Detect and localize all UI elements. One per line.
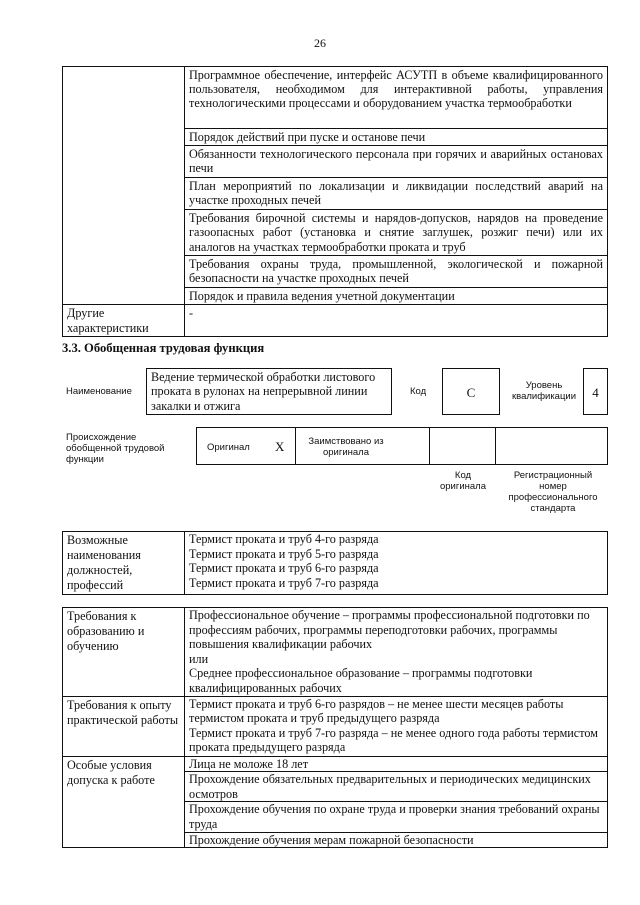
- table-label-cell: [63, 67, 185, 305]
- level-label: Уровень квалификации: [511, 380, 577, 402]
- function-name-value: Ведение термической обработки листового проката в рулонах на непрерывной линии закалки и отжига: [151, 370, 376, 413]
- code-box: [442, 368, 500, 415]
- code-label: Код: [410, 386, 427, 397]
- origin-reg-caption: Регистрационный номер профессионального стандарта: [508, 470, 598, 514]
- borrowed-label: Заимствовано из оригинала: [308, 436, 384, 458]
- list-item: Термист проката и труб 6-го разряда: [189, 561, 379, 576]
- table-cell: Требования охраны труда, промышленной, экологической и пожарной безопасности на участке проходных печей: [185, 256, 608, 288]
- positions-list: [185, 532, 608, 595]
- positions-label: Возможные наименования должностей, профессий: [63, 532, 185, 595]
- table-cell: Требования бирочной системы и нарядов-допусков, нарядов на проведение газоопасных работ (установка и снятие заглушек, розжиг печи) или их аналогов на участках термообработки проката и труб: [185, 210, 608, 256]
- page-number: 26: [314, 36, 326, 50]
- text-line: Профессиональное обучение – программы профессиональной подготовки по профессиям рабочих, программы переподготовки рабочих, программы повышения квалификации рабочих: [189, 608, 590, 652]
- level-box: [583, 368, 608, 415]
- text-line: Термист проката и труб 6-го разрядов – не менее шести месяцев работы термистом проката и труб предыдущего разряда: [189, 696, 564, 726]
- table-row: [63, 305, 608, 337]
- text-line: или: [189, 651, 209, 666]
- list-item: Термист проката и труб 4-го разряда: [189, 532, 379, 546]
- origin-code-caption: Код оригинала: [439, 470, 486, 492]
- text-line: Прохождение обучения мерам пожарной безопасности: [185, 832, 607, 848]
- origin-reg-box: [495, 427, 608, 465]
- code-value: C: [466, 385, 476, 400]
- origin-borrowed-box: [295, 427, 430, 465]
- text-line: Прохождение обучения по охране труда и проверки знания требований охраны труда: [185, 801, 607, 831]
- text-line: Термист проката и труб 7-го разряда – не менее одного года работы термистом проката предыдущего разряда: [189, 725, 598, 755]
- other-characteristics-value: -: [185, 305, 608, 337]
- list-item: Термист проката и труб 5-го разряда: [189, 546, 379, 561]
- section-title: 3.3. Обобщенная трудовая функция: [62, 341, 265, 355]
- table-row: [63, 608, 608, 697]
- table-cell: Обязанности технологического персонала при горячих и аварийных остановах печи: [185, 146, 608, 178]
- experience-label: Требования к опыту практической работы: [63, 696, 185, 756]
- education-value: [185, 608, 608, 697]
- text-line: Прохождение обязательных предварительных и периодических медицинских осмотров: [185, 771, 607, 801]
- positions-table: [62, 531, 608, 595]
- table-row: [63, 67, 608, 129]
- education-label: Требования к образованию и обучению: [63, 608, 185, 697]
- requirements-table: [62, 607, 608, 848]
- level-value: 4: [592, 385, 599, 400]
- table-row: [63, 756, 608, 848]
- origin-label: Происхождение обобщенной трудовой функции: [66, 432, 165, 465]
- admission-value: [185, 756, 608, 848]
- function-name-box: [146, 368, 392, 415]
- experience-value: [185, 696, 608, 756]
- text-line: Лица не моложе 18 лет: [189, 756, 309, 771]
- table-row: [63, 696, 608, 756]
- origin-original-box: [196, 427, 296, 465]
- knowledge-table: [62, 66, 608, 337]
- original-mark: X: [275, 439, 285, 454]
- table-row: [63, 532, 608, 595]
- other-characteristics-label: Другие характеристики: [63, 305, 185, 337]
- origin-code-box: [429, 427, 496, 465]
- table-cell: План мероприятий по локализации и ликвидации последствий аварий на участке проходных печей: [185, 178, 608, 210]
- list-item: Термист проката и труб 7-го разряда: [189, 575, 379, 590]
- name-label: Наименование: [66, 386, 132, 397]
- table-cell: Программное обеспечение, интерфейс АСУТП в объеме квалифицированного пользователя, необходимом для интерактивной работы, управления технологическими процессами и оборудованием участка термообработки: [185, 67, 608, 129]
- original-label: Оригинал: [207, 442, 250, 453]
- admission-label: Особые условия допуска к работе: [63, 756, 185, 848]
- table-cell: Порядок и правила ведения учетной документации: [185, 288, 608, 305]
- table-cell: Порядок действий при пуске и останове печи: [185, 129, 608, 146]
- text-line: Среднее профессиональное образование – программы подготовки квалифицированных рабочих: [189, 666, 533, 695]
